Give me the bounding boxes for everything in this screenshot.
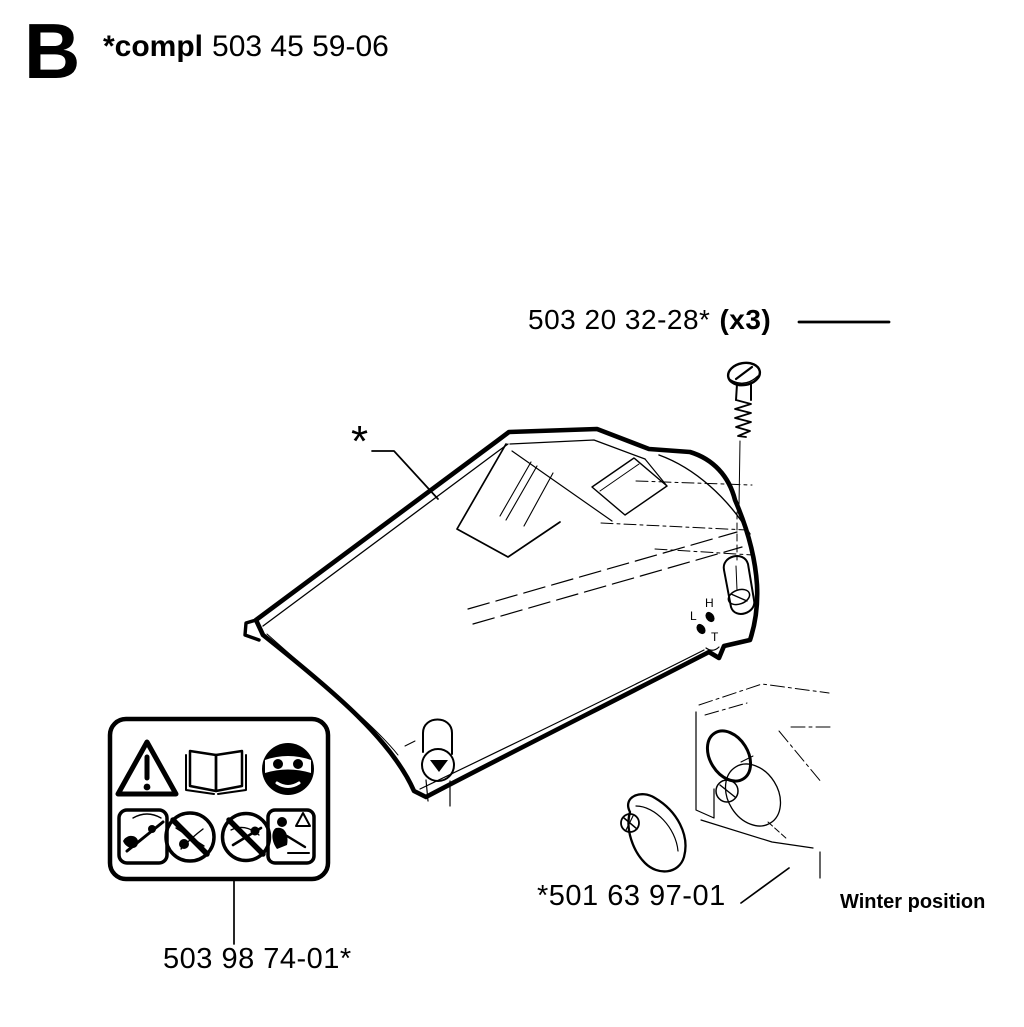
air-intake-recess (457, 444, 667, 557)
kickback-warning-icon (119, 810, 167, 863)
screw-part-number: 503 20 32-28* (528, 304, 711, 335)
decal-part-label: 503 98 74-01* (163, 943, 352, 975)
intake-opening (699, 723, 760, 789)
winter-shutter-part-drawing (621, 794, 685, 871)
decal-border (110, 719, 328, 879)
winter-position-caption: Winter position (840, 891, 986, 913)
ear-eye-protection-icon (262, 743, 314, 795)
carb-mark-low: L (690, 609, 697, 623)
section-letter: B (24, 7, 81, 95)
no-tip-contact-icon (223, 814, 270, 861)
cover-outline (256, 429, 757, 797)
carb-mark-high: H (705, 596, 714, 610)
warning-decal-drawing (110, 719, 328, 879)
screw-part-label (528, 306, 771, 334)
winter-shutter-part-label: *501 63 97-01 (537, 880, 726, 912)
winter-shutter-leader-line (741, 868, 789, 903)
assembly-number: 503 45 59-06 (212, 30, 389, 63)
screw-guide-line (739, 441, 740, 506)
cylinder-cover-drawing (245, 429, 757, 806)
surface-crease-lines (468, 532, 742, 624)
side-screw-boss (724, 556, 755, 614)
winter-position-phantom-drawing (696, 684, 830, 878)
assembly-prefix: *compl (103, 30, 204, 63)
carb-mark-idle: T (711, 630, 719, 644)
cover-reference-asterisk: * (351, 417, 369, 466)
two-hands-warning-icon (268, 810, 314, 863)
shutter-disc (714, 754, 791, 836)
screw-threads (735, 400, 751, 437)
no-one-hand-icon (166, 813, 214, 861)
screw-slot (736, 367, 752, 379)
leader-lines (234, 322, 889, 944)
assembly-label (103, 32, 389, 62)
warning-triangle-icon (118, 742, 176, 794)
construction-lines (601, 481, 753, 560)
screw-quantity: (x3) (719, 304, 772, 335)
manual-book-icon (186, 751, 246, 794)
